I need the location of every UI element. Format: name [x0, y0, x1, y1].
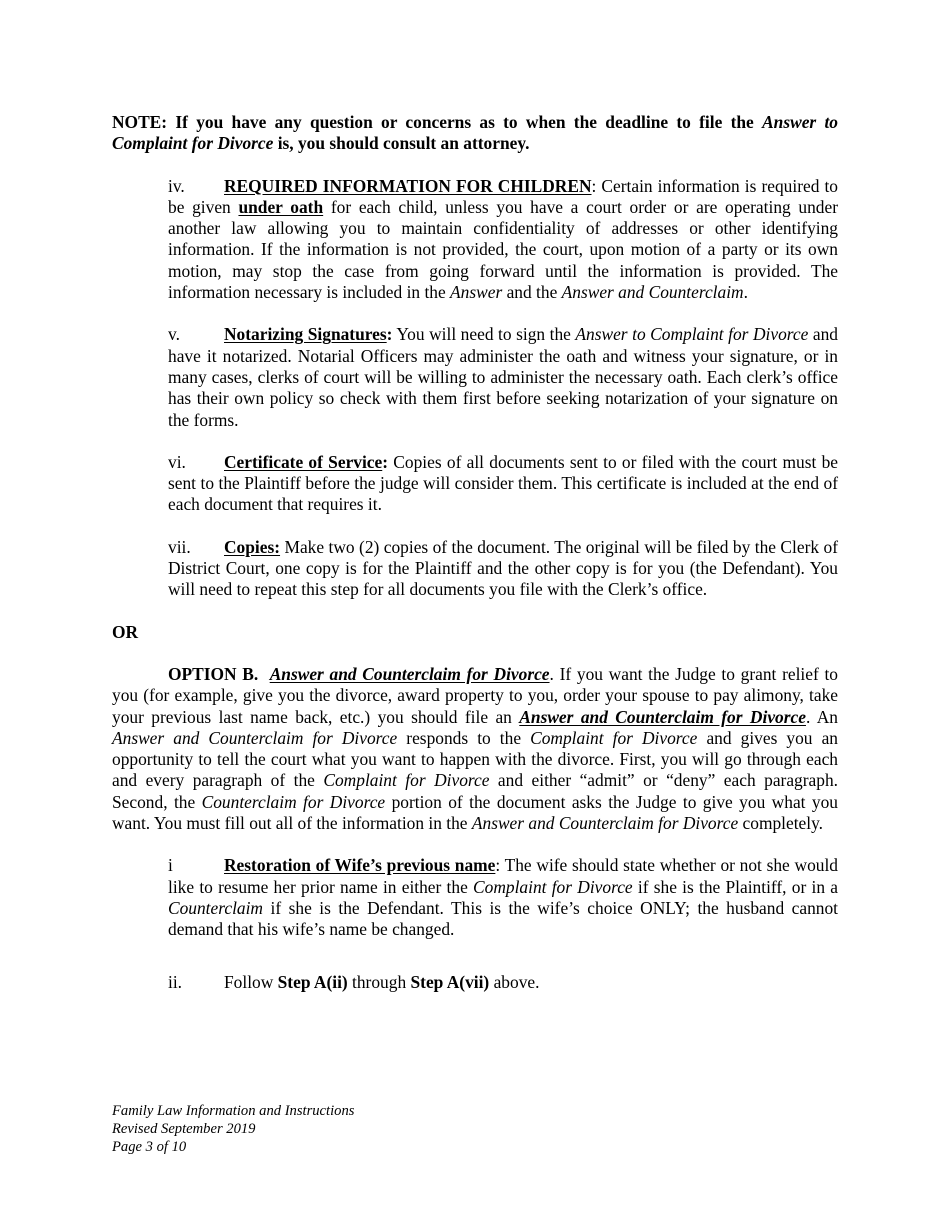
item-vii [168, 537, 838, 601]
counterclaim-ref: Counterclaim [168, 897, 263, 918]
document-page [112, 112, 838, 993]
item-vi-colon: : [382, 451, 389, 472]
option-b-item-i [168, 855, 838, 940]
item-iv-text-3: and the [502, 282, 562, 303]
option-b-item-i-text-3: if she is the Defendant. This is the wife’s choice ONLY; the husband cannot demand that his wife’s name be changed. [168, 897, 838, 940]
item-iv [168, 176, 838, 304]
option-b-item-ii-text: Follow [224, 971, 278, 992]
item-vii-number: vii. [168, 536, 191, 557]
item-iv-number: iv. [168, 175, 185, 196]
item-vi-number: vi. [168, 451, 186, 472]
item-iv-title: REQUIRED INFORMATION FOR CHILDREN [224, 175, 592, 196]
item-vi [168, 452, 838, 516]
option-b-item-i-text-2: if she is the Plaintiff, or in a [632, 876, 838, 897]
option-b-text-4: and gives you an opportunity to tell the court what you want to happen with the divorce. First, you will go through each and every paragraph of the [112, 727, 838, 791]
item-v-text: You will need to sign the [392, 324, 576, 345]
complaint-ref: Complaint for Divorce [473, 876, 633, 897]
footer-page-number: Page 3 of 10 [112, 1139, 187, 1155]
item-vii-text: Make two (2) copies of the document. The original will be filed by the Clerk of District Court, one copy is for the Plaintiff and the other copy is for you (the Defendant). You will need to repeat this step for all documents you file with the Clerk’s office. [168, 536, 838, 600]
option-b-ref-2: Complaint for Divorce [530, 727, 698, 748]
option-b-item-i-text: : The wife should state whether or not she would like to resume her prior name in either the [168, 855, 838, 897]
page-footer [112, 1102, 354, 1156]
note-text-b: Answer to Complaint for Divorce [112, 112, 838, 154]
answer-complaint-ref: Answer to Complaint for Divorce [575, 324, 809, 345]
option-b-item-ii [168, 972, 838, 993]
answer-ref: Answer [450, 282, 503, 303]
option-b-ref-5: Answer and Counterclaim for Divorce [471, 813, 739, 834]
note-text-c: is, you should consult an attorney. [273, 133, 530, 154]
option-b-text-3: responds to the [397, 727, 531, 748]
footer-title: Family Law Information and Instructions [112, 1103, 355, 1119]
option-b-emph: Answer and Counterclaim for Divorce [519, 706, 806, 727]
step-a-ii: Step A(ii) [277, 971, 348, 992]
option-b-item-ii-text-2: through [347, 971, 411, 992]
step-a-vii: Step A(vii) [410, 971, 490, 992]
item-iv-text: : Certain information is required to be given [168, 175, 838, 217]
option-b-text-7: completely. [738, 813, 824, 834]
note-paragraph [112, 112, 838, 155]
option-b-item-ii-number: ii. [168, 971, 183, 992]
item-v-number: v. [168, 324, 180, 345]
option-b-item-i-number: i [168, 855, 173, 876]
under-oath-text: under oath [238, 196, 324, 217]
footer-revision: Revised September 2019 [112, 1121, 256, 1137]
option-b-ref-4: Counterclaim for Divorce [201, 791, 386, 812]
option-b-item-i-title: Restoration of Wife’s previous name [224, 855, 496, 876]
option-b-title: Answer and Counterclaim for Divorce [269, 663, 550, 684]
note-text-a: NOTE: If you have any question or concerns as to when the deadline to file the [112, 112, 763, 132]
option-b-ref-1: Answer and Counterclaim for Divorce [112, 727, 398, 748]
item-v-title: Notarizing Signatures [224, 324, 387, 345]
or-text: OR [112, 621, 139, 642]
option-b-ref-3: Complaint for Divorce [323, 770, 490, 791]
item-vii-title: Copies: [224, 536, 281, 557]
option-b-text-2: . An [805, 706, 839, 727]
item-vi-title: Certificate of Service [224, 451, 383, 472]
item-v-text-2: and have it notarized. Notarial Officers may administer the oath and witness your signature, or in many cases, clerks of court will be willing to administer the necessary oath. Each clerk’s office has their own policy so check with them first before seeking notarization of your signature on the forms. [168, 324, 838, 430]
or-heading [112, 622, 838, 643]
option-b-item-ii-text-3: above. [489, 971, 540, 992]
item-v [168, 324, 838, 430]
item-iv-text-4: . [743, 282, 748, 303]
option-b-text-5: and either “admit” or “deny” each paragraph. Second, the [112, 770, 838, 812]
item-vi-text: Copies of all documents sent to or filed with the court must be sent to the Plaintiff before the judge will consider them. This certificate is included at the end of each document that requires it. [168, 451, 838, 515]
option-b-text-6: portion of the document asks the Judge to give you what you want. You must fill out all of the information in the [112, 791, 839, 834]
option-b-label: OPTION B. [168, 663, 259, 684]
item-v-colon: : [386, 324, 393, 345]
option-b-paragraph [112, 664, 838, 834]
answer-counterclaim-ref: Answer and Counterclaim [561, 282, 744, 303]
option-b-text: . If you want the Judge to grant relief to you (for example, give you the divorce, award property to you, order your spouse to pay alimony, take your previous last name back, etc.) you should file an [112, 663, 838, 727]
item-iv-text-2: for each child, unless you have a court order or are operating under another law allowing you to maintain confidentiality of addresses or other identifying information. If the information is not provided, the court, upon motion of a party or its own motion, may stop the case from going forward until the information is provided. The information necessary is included in the [168, 196, 839, 303]
